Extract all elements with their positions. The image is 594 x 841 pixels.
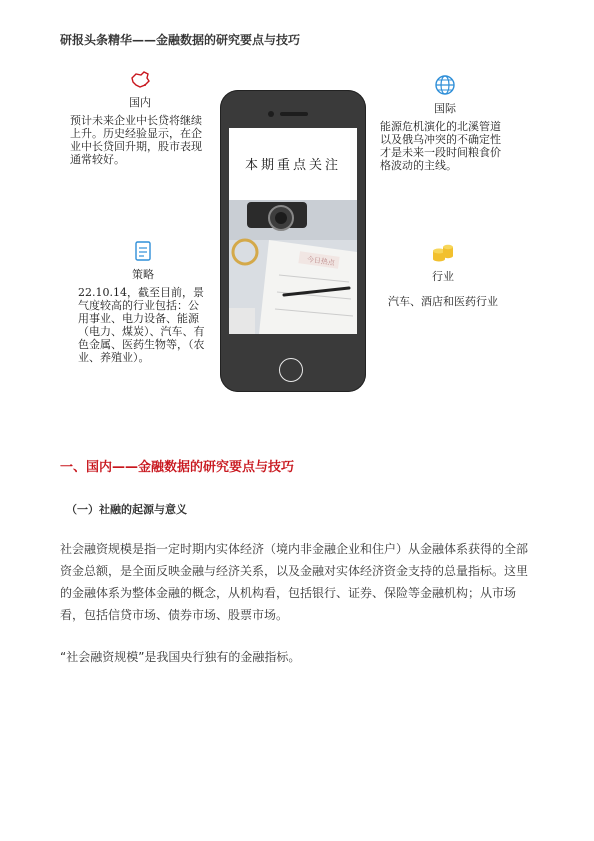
desk-photo xyxy=(229,200,357,334)
page-header: 研报头条精华——金融数据的研究要点与技巧 xyxy=(60,33,301,47)
strategy-title: 策略 xyxy=(132,268,154,281)
phone-speaker xyxy=(280,112,308,116)
international-text: 能源危机演化的北溪管道以及俄乌冲突的不确定性才是未来一段时间粮食价格波动的主线。 xyxy=(380,120,501,172)
china-map-icon xyxy=(129,70,151,90)
international-title: 国际 xyxy=(434,102,456,115)
domestic-text: 预计未来企业中长贷将继续上升。历史经验显示，在企业中长贷回升期，股市表现通常较好。 xyxy=(70,114,202,166)
domestic-block xyxy=(70,70,210,178)
domestic-title: 国内 xyxy=(129,96,151,109)
phone-home-button xyxy=(279,358,303,382)
strategy-text: 22.10.14，截至目前，景气度较高的行业包括：公用事业、电力设备、能源（电力、煤炭）、汽车、有色金属、医药生物等，（农业、养殖业）。 xyxy=(78,286,205,364)
paragraph-2: “社会融资规模”是我国央行独有的金融指标。 xyxy=(60,650,301,664)
international-block xyxy=(380,74,510,172)
coins-icon xyxy=(431,242,455,264)
industry-text: 汽车、酒店和医药行业 xyxy=(388,295,498,308)
phone-camera xyxy=(268,111,274,117)
phone-mockup xyxy=(220,90,366,392)
industry-title: 行业 xyxy=(432,270,454,283)
globe-icon xyxy=(434,74,456,96)
section-subtitle: （一）社融的起源与意义 xyxy=(66,503,187,516)
industry-block xyxy=(388,242,498,309)
screen-title: 本期重点关注 xyxy=(244,158,341,173)
paragraph-1: 社会融资规模是指一定时期内实体经济（境内非金融企业和住户）从金融体系获得的全部资金总额，是全面反映金融与经济关系，以及金融对实体经济资金支持的总量指标。这里的金融体系为整体金融的概念，从机构看，包括银行、证券、保险等金融机构；从市场看，包括信贷市场、债券市场、股票市场。 xyxy=(60,542,529,622)
section-title: 一、国内——金融数据的研究要点与技巧 xyxy=(60,460,295,475)
document-icon xyxy=(133,240,153,262)
strategy-block xyxy=(78,240,208,364)
photo-label: 今日热点 xyxy=(306,255,336,268)
phone-screen xyxy=(229,128,357,334)
